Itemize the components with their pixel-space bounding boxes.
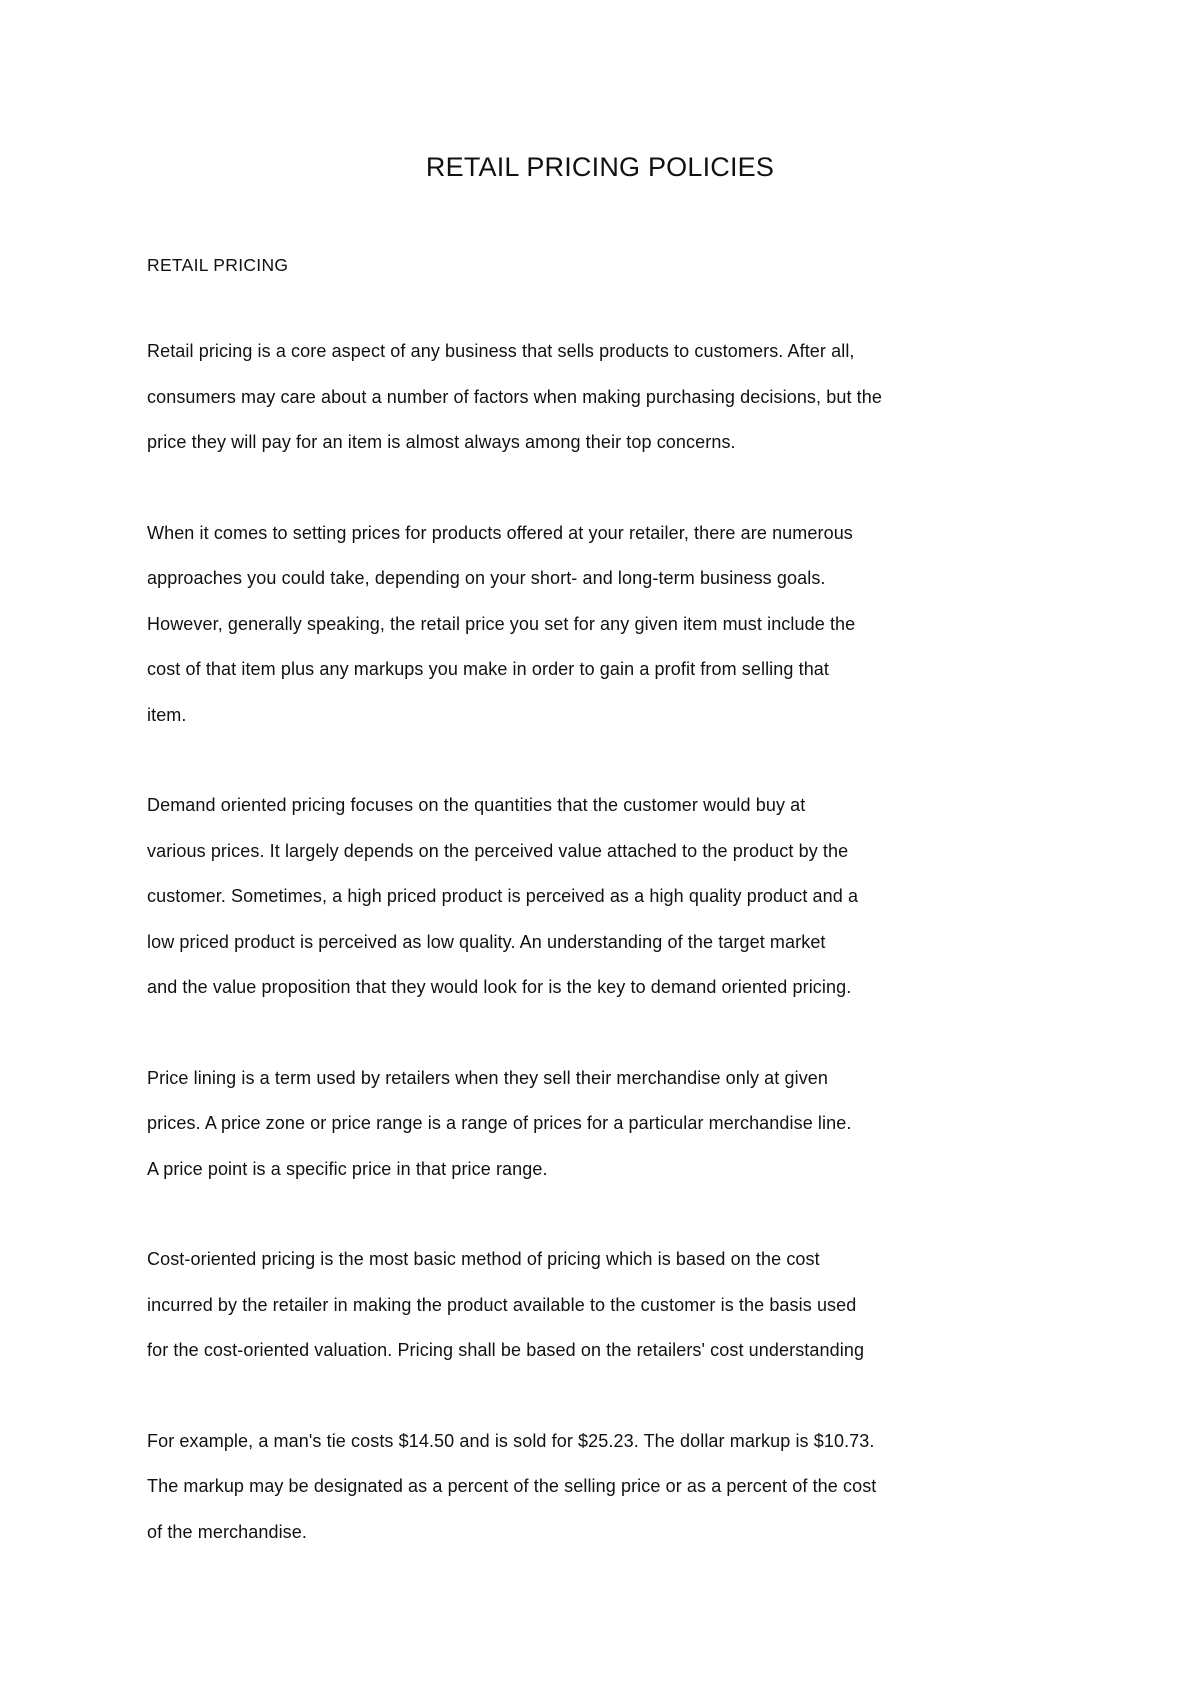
text-line: Retail pricing is a core aspect of any business that sells products to customers. After all,: [147, 341, 855, 361]
text-line: low priced product is perceived as low quality. An understanding of the target market: [147, 931, 826, 952]
text-line: A price point is a specific price in that price range.: [147, 1158, 548, 1179]
text-line: Demand oriented pricing focuses on the quantities that the customer would buy at: [147, 795, 806, 815]
text-line: consumers may care about a number of factors when making purchasing decisions, but the: [147, 386, 882, 407]
text-line: item.: [147, 704, 187, 725]
paragraph-price-lining: [147, 1056, 1007, 1193]
text-line: approaches you could take, depending on your short- and long-term business goals.: [147, 568, 826, 588]
text-line: The markup may be designated as a percent of the selling price or as a percent of the cost: [147, 1476, 877, 1496]
paragraph-cost-oriented-pricing: [147, 1237, 1007, 1374]
document-body: [147, 253, 1007, 1600]
text-line: and the value proposition that they would look for is the key to demand oriented pricing.: [147, 977, 852, 997]
paragraph-retail-pricing-intro: [147, 329, 1007, 466]
text-line: For example, a man's tie costs $14.50 and is sold for $25.23. The dollar markup is $10.73.: [147, 1430, 875, 1451]
text-line: Cost-oriented pricing is the most basic method of pricing which is based on the cost: [147, 1249, 820, 1269]
text-line: cost of that item plus any markups you make in order to gain a profit from selling that: [147, 659, 830, 679]
text-line: When it comes to setting prices for products offered at your retailer, there are numerous: [147, 522, 853, 543]
text-line: for the cost-oriented valuation. Pricing shall be based on the retailers' cost understanding: [147, 1340, 865, 1360]
text-line: prices. A price zone or price range is a range of prices for a particular merchandise line.: [147, 1113, 852, 1133]
paragraph-setting-prices: [147, 511, 1007, 739]
document-title: RETAIL PRICING POLICIES: [425, 152, 775, 182]
text-line: incurred by the retailer in making the product available to the customer is the basis used: [147, 1294, 857, 1315]
text-line: However, generally speaking, the retail price you set for any given item must include the: [147, 613, 856, 634]
text-line: Price lining is a term used by retailers when they sell their merchandise only at given: [147, 1067, 829, 1088]
text-line: price they will pay for an item is almost always among their top concerns.: [147, 432, 736, 452]
paragraph-markup-example: [147, 1419, 1007, 1556]
text-line: customer. Sometimes, a high priced product is perceived as a high quality product and a: [147, 886, 859, 906]
section-heading: RETAIL PRICING: [147, 255, 289, 275]
text-line: various prices. It largely depends on the perceived value attached to the product by the: [147, 840, 849, 861]
paragraph-demand-oriented-pricing: [147, 783, 1007, 1011]
text-line: of the merchandise.: [147, 1521, 307, 1542]
